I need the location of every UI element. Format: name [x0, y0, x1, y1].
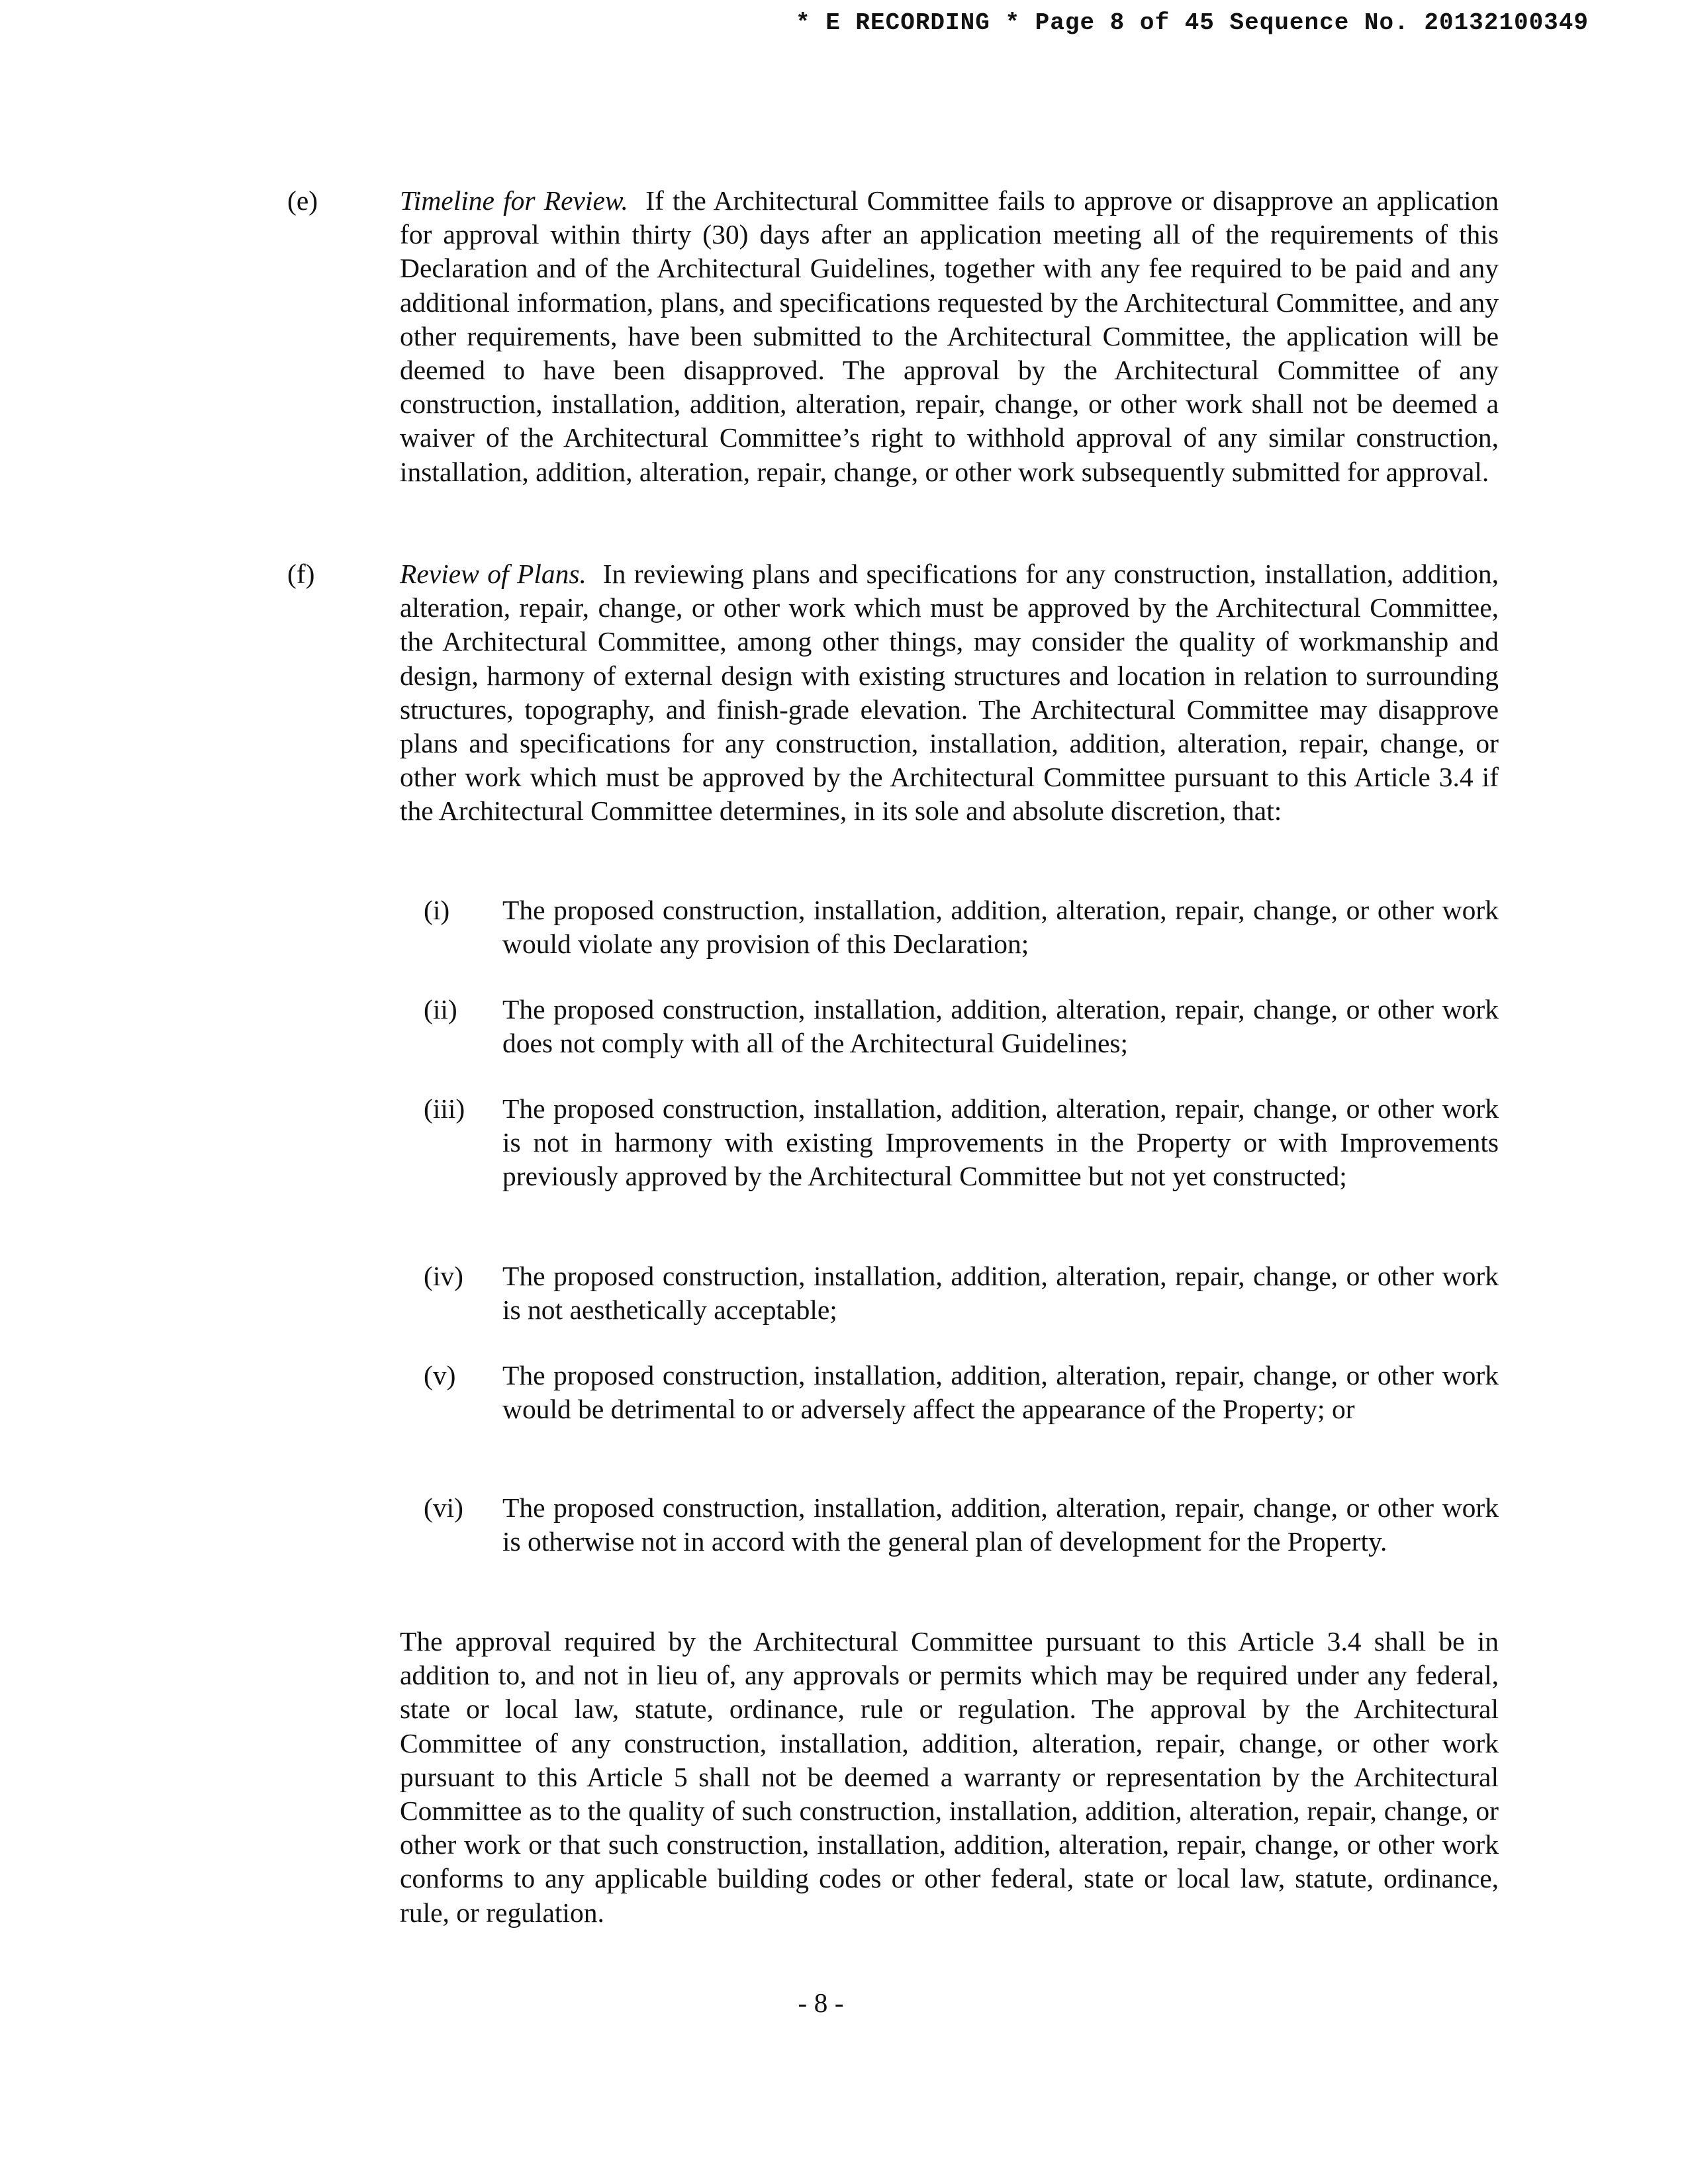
- recording-header: * E RECORDING * Page 8 of 45 Sequence No. 20132100349: [796, 9, 1589, 36]
- section-f-paragraph: [400, 557, 1499, 829]
- section-f-title: Review of Plans.: [400, 559, 586, 589]
- item-v-text: The proposed construction, installation, addition, alteration, repair, change, or other work would be detrimental to or adversely affect the appearance of the Property; or: [502, 1360, 1499, 1425]
- section-f-text: In reviewing plans and specifications for any construction, installation, addition, alteration, repair, change, or other work which must be approved by the Architectural Committee, the Architectural Committee, among other things, may consider the quality of workmanship and design, harmony of external design with existing structures and location in relation to surrounding structures, topography, and finish-grade elevation. The Architectural Committee may disapprove plans and specifications for any construction, installation, addition, alteration, repair, change, or other work which must be approved by the Architectural Committee pursuant to this Article 3.4 if the Architectural Committee determines, in its sole and absolute discretion, that:: [400, 559, 1499, 827]
- section-e-text: If the Architectural Committee fails to approve or disapprove an application for approval within thirty (30) days after an application meeting all of the requirements of this Declaration and of the Architectural Guidelines, together with any fee required to be paid and any additional information, plans, and specifications requested by the Architectural Committee, and any other requirements, have been submitted to the Architectural Committee, the application will be deemed to have been disapproved. The approval by the Architectural Committee of any construction, installation, addition, alteration, repair, change, or other work shall not be deemed a waiver of the Architectural Committee’s right to withhold approval of any similar construction, installation, addition, alteration, repair, change, or other work subsequently submitted for approval.: [400, 185, 1499, 487]
- item-iv-text: The proposed construction, installation, addition, alteration, repair, change, or other work is not aesthetically acceptable;: [502, 1261, 1499, 1326]
- item-iii-label: (iii): [424, 1093, 465, 1124]
- section-e-title: Timeline for Review.: [400, 185, 628, 216]
- section-e-paragraph: [400, 184, 1499, 489]
- item-ii-text: The proposed construction, installation, addition, alteration, repair, change, or other work does not comply with all of the Architectural Guidelines;: [502, 994, 1499, 1059]
- item-vi-text: The proposed construction, installation, addition, alteration, repair, change, or other work is otherwise not in accord with the general plan of development for the Property.: [502, 1492, 1499, 1557]
- item-i-text: The proposed construction, installation, addition, alteration, repair, change, or other work would violate any provision of this Declaration;: [502, 895, 1499, 960]
- section-e-label: (e): [287, 185, 318, 216]
- closing-paragraph: The approval required by the Architectural Committee pursuant to this Article 3.4 shall be in addition to, and not in lieu of, any approvals or permits which may be required under any federal, state or local law, statute, ordinance, rule or regulation. The approval by the Architectural Committee of any construction, installation, addition, alteration, repair, change, or other work pursuant to this Article 5 shall not be deemed a warranty or representation by the Architectural Committee as to the quality of such construction, installation, addition, alteration, repair, change, or other work or that such construction, installation, addition, alteration, repair, change, or other work conforms to any applicable building codes or other federal, state or local law, statute, ordinance, rule, or regulation.: [400, 1626, 1499, 1928]
- item-iv-label: (iv): [424, 1261, 463, 1291]
- item-i-label: (i): [424, 895, 450, 925]
- item-v-label: (v): [424, 1360, 456, 1390]
- item-ii-label: (ii): [424, 994, 457, 1024]
- page-number: - 8 -: [798, 1987, 844, 2018]
- section-f-label: (f): [287, 559, 315, 589]
- item-iii-text: The proposed construction, installation, addition, alteration, repair, change, or other work is not in harmony with existing Improvements in the Property or with Improvements previously approved by the Architectural Committee but not yet constructed;: [502, 1093, 1499, 1192]
- item-vi-label: (vi): [424, 1492, 463, 1523]
